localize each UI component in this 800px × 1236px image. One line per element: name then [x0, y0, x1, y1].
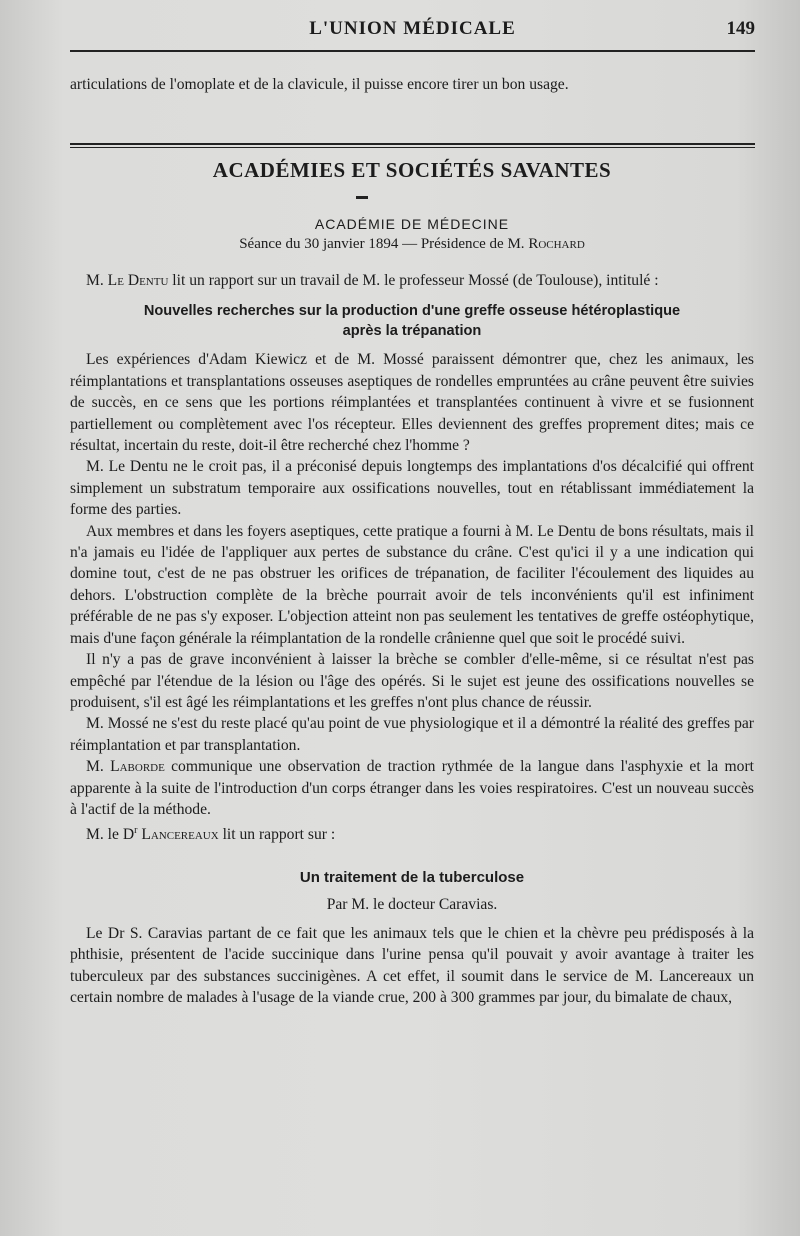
body-paragraph-4: Il n'y a pas de grave inconvénient à laisser la brèche se combler d'elle-même, si ce résultat n'est pas empêché par l'étendue de la lésion ou l'âge des opérés. Si le sujet est jeune des ossifications nouvelles se produisent, s'il est âgé les réimplantations et les greffes n'ont plus chance de réussir. — [70, 651, 754, 711]
report2-rest: lit un rapport sur : — [218, 826, 336, 844]
reporter-name: Le Dentu — [107, 272, 169, 289]
section-title: ACADÉMIES ET SOCIÉTÉS SAVANTES — [212, 158, 612, 182]
report2-paragraph — [70, 820, 754, 846]
section-dash — [356, 196, 368, 199]
report-m: M. — [86, 272, 108, 289]
article2-paragraphs — [70, 923, 754, 1009]
running-title: L'UNION MÉDICALE — [309, 18, 516, 39]
header-rule — [70, 50, 755, 52]
report-rest: lit un rapport sur un travail de M. le professeur Mossé (de Toulouse), intitulé : — [168, 272, 659, 289]
seance-line — [70, 236, 754, 253]
article2-byline: Par M. le docteur Caravias. — [326, 895, 498, 913]
section-rule-bottom — [70, 147, 755, 148]
laborde-name: Laborde — [110, 758, 165, 776]
body-paragraph-3: Aux membres et dans les foyers aseptiques, cette pratique a fourni à M. Le Dentu de bons résultats, mais il n'a jamais eu l'idée de l'appliquer aux pertes de substance du crâne. C'est qu'ici il y a une indication qui domine tout, c'est de ne pas obstruer les orifices de trépanation, de faciliter l'écoulement des liquides au dehors. L'obstruction complète de la brèche pourrait avoir de tels inconvénients qu'il est infiniment préférable de ne pas s'y exposer. L'objection atteint non pas seulement les tentatives de greffe ostéophytique, mais d'une façon générale la réimplantation de la rondelle crânienne quel que soit le procédé suivi. — [70, 522, 754, 647]
seance-text: Séance du 30 janvier 1894 — Présidence de M. — [239, 236, 529, 252]
laborde-rest: communique une observation de traction rythmée de la langue dans l'asphyxie et la mort apparente à la suite de l'introduction d'un corps étranger dans les voies respiratoires. C'est un nouveau succès à l'actif de la méthode. — [70, 758, 754, 818]
laborde-m: M. — [86, 758, 111, 776]
body-paragraph-1: Les expériences d'Adam Kiewicz et de M. Mossé paraissent démontrer que, chez les animaux, les réimplantations et transplantations osseuses aseptiques de rondelles empruntées au crâne peuvent être suivies de succès, en ce sens que les portions réimplantées et transplantées continuent à vivre et se fusionnent partiellement ou complètement avec l'os récepteur. Elles deviennent des greffes proprement dites; mais ce résultat, incertain du reste, doit-il être recherché chez l'homme ? — [70, 351, 754, 455]
body-paragraph-2: M. Le Dentu ne le croit pas, il a préconisé depuis longtemps des implantations d'os décalcifié qui offrent simplement un substratum temporaire aux ossifications nouvelles, tout en rétablissant immédiatement la forme des parties. — [70, 458, 754, 519]
article-title — [70, 301, 754, 341]
report2-name: Lancereaux — [137, 826, 219, 844]
article2-title: Un traitement de la tuberculose — [299, 868, 525, 886]
intro-block — [70, 74, 754, 95]
academy-heading: ACADÉMIE DE MÉDECINE — [314, 216, 510, 232]
article-paragraphs — [70, 349, 754, 846]
president-name: Rochard — [528, 236, 585, 252]
page-header — [70, 16, 755, 46]
article-title-line1: Nouvelles recherches sur la production d'une greffe osseuse hétéroplastique — [143, 303, 681, 320]
report-intro-paragraph — [70, 270, 754, 291]
section-rule-top — [70, 143, 755, 145]
report2-sup: r — [134, 825, 138, 837]
article-body — [70, 270, 754, 1009]
article-title-line2: après la trépanation — [342, 323, 482, 340]
article2-paragraph-1: Le Dr S. Caravias partant de ce fait que les animaux tels que le chien et la chèvre peu prédisposés à la phthisie, présentent de l'acide succinique dans l'urine pensa qu'il pouvait y avoir avantage à traiter les tuberculeux par des substances succinigènes. A cet effet, il soumit dans le service de M. Lancereaux un certain nombre de malades à l'usage de la viande crue, 200 à 300 grammes par jour, du bimalate de chaux, — [70, 924, 754, 1007]
body-paragraph-5: M. Mossé ne s'est du reste placé qu'au point de vue physiologique et il a démontré la réalité des greffes par réimplantation et par transplantation. — [70, 715, 754, 754]
laborde-paragraph — [70, 756, 754, 820]
intro-paragraph: articulations de l'omoplate et de la clavicule, il puisse encore tirer un bon usage. — [70, 76, 569, 93]
report2-m: M. le D — [86, 826, 135, 844]
page-number: 149 — [726, 18, 755, 39]
